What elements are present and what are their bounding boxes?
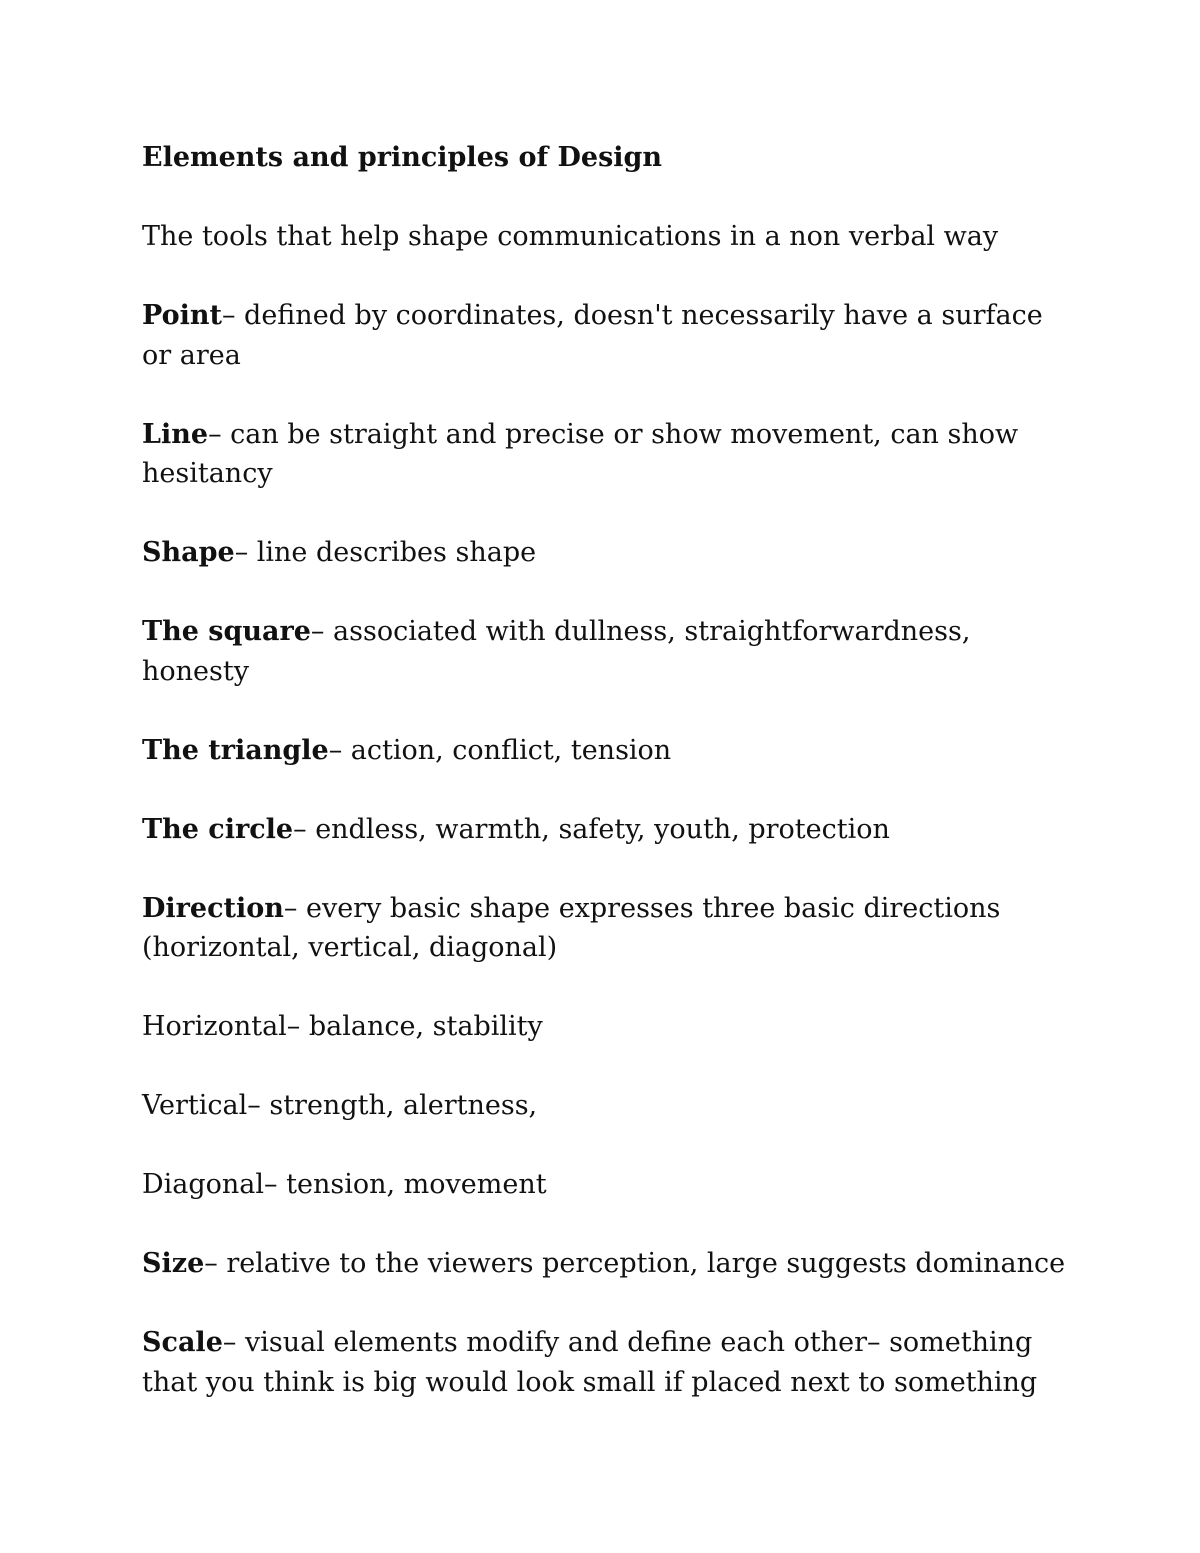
entry-term: Line — [142, 418, 209, 450]
entry-description: – tension, movement — [264, 1169, 547, 1200]
entry-square — [142, 612, 1072, 691]
document-title: Elements and principles of Design — [142, 142, 663, 173]
entry-circle — [142, 810, 1072, 850]
document-body — [142, 138, 1072, 1402]
entry-term: Diagonal — [142, 1169, 265, 1200]
entry-term: Direction — [142, 892, 284, 924]
entry-term: The triangle — [142, 734, 329, 766]
entry-term: Point — [142, 300, 222, 331]
entry-horizontal — [142, 1007, 1072, 1047]
entry-line — [142, 415, 1072, 494]
entry-term: Scale — [142, 1327, 223, 1358]
entry-description: – can be straight and precise or show movement, can show hesitancy — [142, 418, 1019, 489]
entry-description: – defined by coordinates, doesn't necessarily have a surface or area — [142, 300, 1043, 371]
entry-direction — [142, 889, 1072, 968]
entry-term: The square — [142, 616, 311, 647]
entry-description: – visual elements modify and define each other– something that you think is big would look small if placed next to something — [142, 1327, 1038, 1398]
entry-term: Shape — [142, 537, 235, 568]
entry-description: – every basic shape expresses three basic directions (horizontal, vertical, diagonal) — [142, 892, 1001, 963]
entry-description: – relative to the viewers perception, large suggests dominance — [204, 1248, 1066, 1279]
entry-diagonal — [142, 1165, 1072, 1205]
entry-point — [142, 296, 1072, 375]
entry-description: – associated with dullness, straightforwardness, honesty — [142, 616, 971, 687]
entry-description: – endless, warmth, safety, youth, protection — [293, 813, 890, 845]
entry-description: – strength, alertness, — [247, 1090, 538, 1121]
entry-term: Horizontal — [142, 1011, 287, 1042]
entry-triangle — [142, 731, 1072, 771]
entry-term: Vertical — [142, 1090, 248, 1121]
entry-description: – line describes shape — [234, 537, 537, 568]
entry-term: Size — [142, 1248, 205, 1279]
entry-scale — [142, 1323, 1072, 1402]
entry-size — [142, 1244, 1072, 1284]
entry-vertical — [142, 1086, 1072, 1126]
intro-paragraph: The tools that help shape communications in a non verbal way — [142, 221, 999, 252]
entry-description: – balance, stability — [286, 1011, 543, 1042]
entry-shape — [142, 533, 1072, 573]
entry-description: – action, conflict, tension — [328, 734, 672, 766]
entry-term: The circle — [142, 813, 294, 845]
